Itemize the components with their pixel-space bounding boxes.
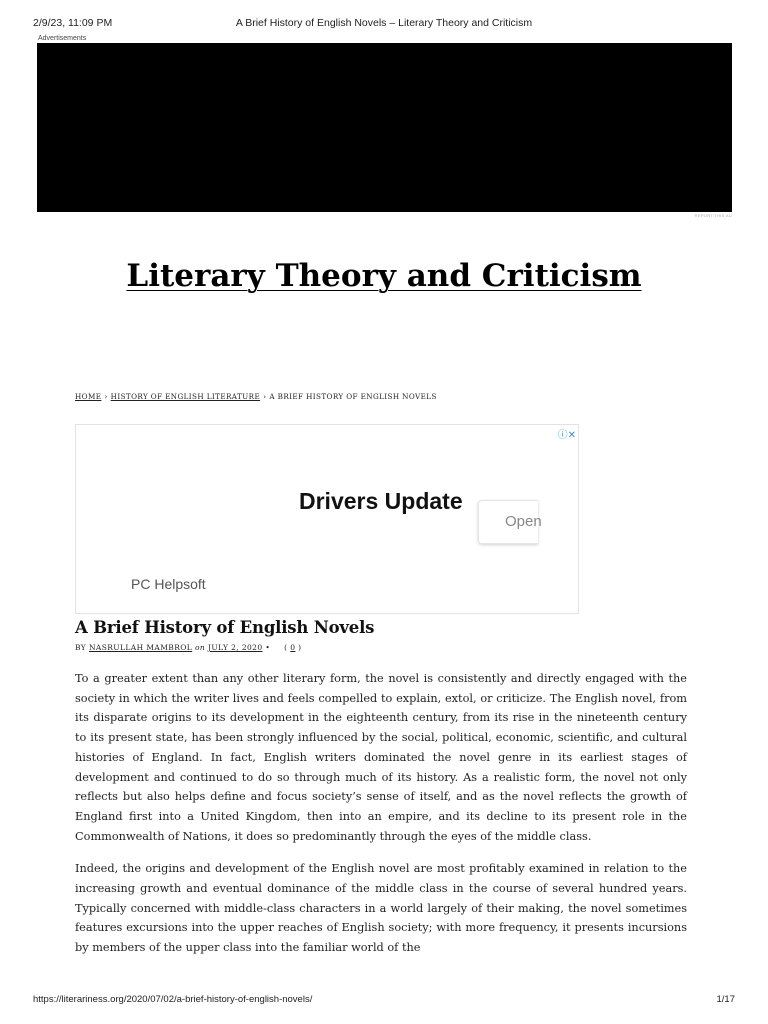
comments-count-link[interactable]: 0 [290,643,296,652]
byline-by: BY [75,643,87,652]
print-footer [33,994,735,1008]
breadcrumb-current: A BRIEF HISTORY OF ENGLISH NOVELS [269,392,437,401]
article-title: A Brief History of English Novels [75,618,375,637]
breadcrumb-separator: › [263,392,267,401]
ad-choices-icon[interactable]: ⓘ✕ [557,430,576,441]
ad-open-button[interactable]: Open [478,500,538,544]
breadcrumb-category-link[interactable]: HISTORY OF ENGLISH LITERATURE [110,392,261,401]
ad-advertiser: PC Helpsoft [131,576,206,592]
byline-bullet: • [265,643,271,652]
print-header [33,17,735,31]
advertisements-label: Advertisements [38,35,87,42]
print-document-title: A Brief History of English Novels – Literary Theory and Criticism [235,17,533,29]
comments-open-paren: ( [284,643,288,652]
site-title[interactable]: Literary Theory and Criticism [126,258,642,294]
breadcrumb-home-link[interactable]: HOME [75,392,102,401]
comments-close-paren: ) [298,643,302,652]
ad-headline[interactable]: Drivers Update [299,488,463,514]
date-link[interactable]: JULY 2, 2020 [207,643,263,652]
top-ad-banner[interactable] [37,43,732,212]
report-ad-link[interactable]: REPORT THIS AD [694,213,732,218]
article-paragraph: Indeed, the origins and development of the English novel are most profitably examined in relation to the increasing growth and eventual dominance of the middle class in the course of several hundred years. Typically concerned with middle-class characters in a world largely of their making, the novel sometimes features excursions into the upper reaches of English society; with more frequency, it presents incursions by members of the upper class into the familiar world of the [75,862,687,955]
breadcrumb [75,392,437,401]
print-page-number: 1/17 [716,994,735,1005]
article-byline [75,643,302,652]
print-datetime: 2/9/23, 11:09 PM [33,17,113,29]
inline-ad[interactable] [75,424,579,614]
print-url: https://literariness.org/2020/07/02/a-brief-history-of-english-novels/ [33,994,313,1005]
article-paragraph: To a greater extent than any other literary form, the novel is consistently and directly engaged with the society in which the writer lives and feels compelled to explain, extol, or criticize. The English novel, from its disparate origins to its development in the eighteenth century, from its rise in the nineteenth century to its present state, has been strongly influenced by the social, political, economic, scientific, and cultural histories of England. In fact, English writers dominated the novel genre in its earliest stages of development and continued to do so through much of its history. As a realistic form, the novel not only reflects but also helps define and focus society’s sense of itself, and as the novel reflects the growth of England first into a United Kingdom, then into an empire, and its decline to its present role in the Commonwealth of Nations, it does so predominantly through the eyes of the middle class. [75,672,687,843]
breadcrumb-separator: › [104,392,108,401]
byline-on: on [194,643,206,652]
article-body [75,669,687,971]
author-link[interactable]: NASRULLAH MAMBROL [88,643,193,652]
